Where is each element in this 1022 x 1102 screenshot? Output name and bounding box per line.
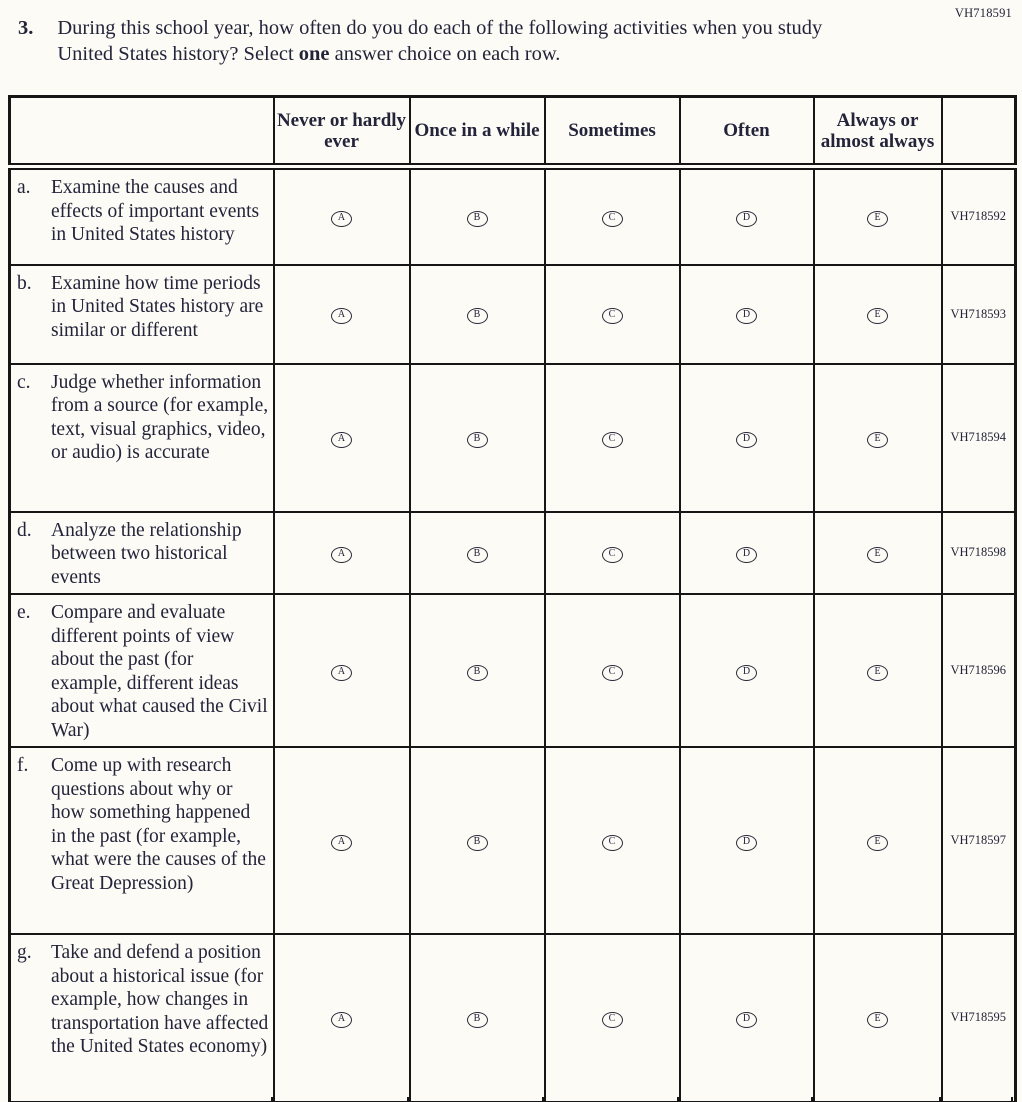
choice-bubble-a[interactable]: A: [331, 547, 352, 563]
choice-bubble-a[interactable]: A: [331, 1012, 352, 1028]
column-header-once: Once in a while: [410, 97, 545, 167]
choice-cell: [680, 265, 814, 364]
question-bold-word: one: [298, 43, 330, 65]
column-header-sometimes: Sometimes: [545, 97, 680, 167]
choice-bubble-c[interactable]: C: [602, 1012, 623, 1028]
column-header-always: Always or almost always: [814, 97, 942, 167]
choice-bubble-d[interactable]: D: [736, 665, 757, 681]
cutoff-rule: [677, 1097, 679, 1102]
choice-bubble-c[interactable]: C: [602, 211, 623, 227]
table-row-g: [10, 934, 1016, 1102]
row-letter: f.: [17, 755, 29, 776]
choice-cell: [545, 364, 680, 512]
choice-bubble-b[interactable]: B: [467, 547, 488, 563]
choice-cell: [410, 265, 545, 364]
choice-bubble-b[interactable]: B: [467, 665, 488, 681]
corner-cell: [10, 97, 274, 167]
choice-bubble-d[interactable]: D: [736, 547, 757, 563]
cutoff-rule: [939, 1097, 941, 1102]
row-code: VH718592: [942, 167, 1016, 265]
cutoff-rule: [542, 1097, 544, 1102]
choice-cell: [274, 934, 410, 1102]
choice-cell: [814, 934, 942, 1102]
choice-cell: [680, 747, 814, 934]
choice-cell: [814, 747, 942, 934]
row-letter: d.: [17, 519, 32, 541]
choice-bubble-a[interactable]: A: [331, 665, 352, 681]
question-text: During this school year, how often do you do each of the following activities when you study United States history? Select one answer choice on each row.: [57, 17, 823, 65]
row-activity-text: Analyze the relationship between two historical events: [51, 519, 242, 588]
question-block: [18, 15, 863, 67]
choice-cell: [410, 747, 545, 934]
choice-bubble-a[interactable]: A: [331, 432, 352, 448]
row-label: [10, 265, 274, 364]
row-code: VH718596: [942, 594, 1016, 747]
table-row-c: [10, 364, 1016, 512]
choice-cell: [814, 364, 942, 512]
choice-bubble-e[interactable]: E: [867, 308, 888, 324]
row-code: VH718594: [942, 364, 1016, 512]
column-header-often: Often: [680, 97, 814, 167]
choice-bubble-c[interactable]: C: [602, 432, 623, 448]
choice-cell: [410, 594, 545, 747]
cutoff-rule: [811, 1097, 813, 1102]
choice-cell: [274, 265, 410, 364]
row-activity-text: Examine the causes and effects of important events in United States history: [51, 177, 260, 245]
row-letter: a.: [17, 177, 31, 198]
row-code: VH718595: [942, 934, 1016, 1102]
choice-cell: [410, 364, 545, 512]
row-label: [10, 747, 274, 934]
choice-cell: [410, 167, 545, 265]
table-row-e: [10, 594, 1016, 747]
table-row-f: [10, 747, 1016, 934]
choice-cell: [814, 512, 942, 595]
choice-cell: [545, 934, 680, 1102]
row-activity-text: Compare and evaluate different points of view about the past (for example, different ideas about what caused the Civil War): [51, 602, 268, 741]
choice-bubble-a[interactable]: A: [331, 308, 352, 324]
row-code: VH718597: [942, 747, 1016, 934]
cutoff-rule: [1011, 1097, 1013, 1102]
choice-cell: [814, 167, 942, 265]
choice-cell: [274, 747, 410, 934]
choice-cell: [410, 512, 545, 595]
row-activity-text: Take and defend a position about a historical issue (for example, how changes in transportation have affected the United States economy): [51, 942, 269, 1057]
choice-bubble-b[interactable]: B: [467, 835, 488, 851]
choice-bubble-d[interactable]: D: [736, 1012, 757, 1028]
choice-cell: [274, 364, 410, 512]
choice-bubble-e[interactable]: E: [867, 665, 888, 681]
table-row-d: [10, 512, 1016, 595]
row-activity-text: Examine how time periods in United States history are similar or different: [51, 272, 264, 341]
cutoff-rule: [271, 1097, 273, 1102]
row-letter: g.: [17, 942, 32, 963]
choice-bubble-a[interactable]: A: [331, 211, 352, 227]
row-label: [10, 364, 274, 512]
row-label: [10, 594, 274, 747]
choice-cell: [410, 934, 545, 1102]
choice-bubble-d[interactable]: D: [736, 211, 757, 227]
choice-bubble-a[interactable]: A: [331, 835, 352, 851]
choice-bubble-b[interactable]: B: [467, 432, 488, 448]
row-code: VH718598: [942, 512, 1016, 595]
cutoff-rule: [407, 1097, 409, 1102]
row-letter: e.: [17, 602, 31, 623]
choice-bubble-c[interactable]: C: [602, 835, 623, 851]
choice-bubble-d[interactable]: D: [736, 308, 757, 324]
choice-bubble-d[interactable]: D: [736, 432, 757, 448]
choice-bubble-b[interactable]: B: [467, 211, 488, 227]
choice-cell: [545, 512, 680, 595]
choice-cell: [680, 934, 814, 1102]
choice-cell: [545, 594, 680, 747]
choice-cell: [274, 594, 410, 747]
question-doc-code: VH718591: [954, 6, 1012, 20]
choice-cell: [814, 594, 942, 747]
choice-bubble-e[interactable]: E: [867, 547, 888, 563]
table-row-b: [10, 265, 1016, 364]
choice-bubble-c[interactable]: C: [602, 547, 623, 563]
question-number: 3.: [18, 17, 34, 39]
row-letter: c.: [17, 371, 31, 393]
column-header-never: Never or hardly ever: [274, 97, 410, 167]
table-row-a: [10, 167, 1016, 265]
choice-cell: [680, 594, 814, 747]
choice-bubble-c[interactable]: C: [602, 308, 623, 324]
choice-bubble-e[interactable]: E: [867, 432, 888, 448]
choice-cell: [274, 167, 410, 265]
row-letter: b.: [17, 272, 32, 294]
survey-matrix-table: [8, 95, 1017, 1102]
header-row: [10, 97, 1016, 167]
choice-cell: [545, 747, 680, 934]
cutoff-rule: [9, 1097, 11, 1102]
choice-cell: [545, 167, 680, 265]
row-label: [10, 934, 274, 1102]
row-label: [10, 512, 274, 595]
choice-bubble-e[interactable]: E: [867, 835, 888, 851]
choice-bubble-c[interactable]: C: [602, 665, 623, 681]
choice-bubble-d[interactable]: D: [736, 835, 757, 851]
choice-cell: [680, 364, 814, 512]
row-activity-text: Come up with research questions about why or how something happened in the past (for example, what were the causes of the Great Depression): [51, 755, 266, 894]
choice-cell: [814, 265, 942, 364]
row-label: [10, 167, 274, 265]
choice-cell: [545, 265, 680, 364]
choice-bubble-b[interactable]: B: [467, 308, 488, 324]
choice-bubble-e[interactable]: E: [867, 1012, 888, 1028]
choice-cell: [274, 512, 410, 595]
choice-bubble-e[interactable]: E: [867, 211, 888, 227]
choice-cell: [680, 167, 814, 265]
row-activity-text: Judge whether information from a source (for example, text, visual graphics, video, or audio) is accurate: [51, 371, 269, 463]
row-code: VH718593: [942, 265, 1016, 364]
choice-cell: [680, 512, 814, 595]
code-column-header: [942, 97, 1016, 167]
choice-bubble-b[interactable]: B: [467, 1012, 488, 1028]
